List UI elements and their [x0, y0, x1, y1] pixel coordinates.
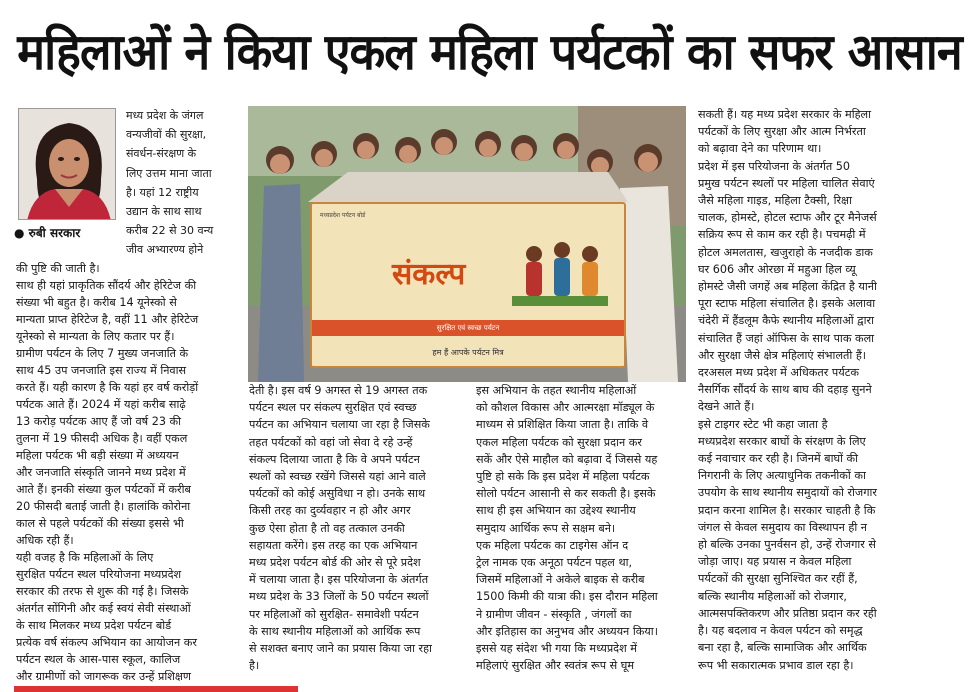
text-line: मान्यता प्राप्त हेरिटेज है, वहीं 11 और हेरिटेज [16, 313, 199, 326]
text-line: 20 फीसदी बताई जाती है। हालांकि कोरोना [16, 500, 191, 513]
campaign-photo [248, 106, 686, 382]
text-line: अधिक रही हैं। [16, 534, 74, 547]
text-line: पर्यटन का अभियान चलाया जा रहा है जिसके [249, 418, 430, 432]
text-line: करते हैं। यही कारण है कि यहां हर वर्ष करोड़ों [16, 381, 199, 394]
text-line: संवर्धन-संरक्षण के [126, 147, 197, 161]
text-line: है। [249, 659, 260, 673]
text-line: देखने आते हैं। [698, 400, 755, 414]
text-line: 13 करोड़ पर्यटक आए हैं जो वर्ष 23 की [16, 415, 181, 428]
text-line: और जनजाति संस्कृति जानने मध्य प्रदेश में [16, 466, 186, 479]
text-line: है। यहां 12 राष्ट्रीय [126, 185, 199, 199]
text-line: एक महिला पर्यटक का टाइगेस ऑन द [476, 538, 629, 552]
banner-strip: सुरक्षित एवं स्वच्छ पर्यटन [312, 320, 624, 336]
text-line: पर्यटकों की सुरक्षा सुनिश्चित कर रहीं हैं, [698, 572, 858, 586]
text-line: 1500 किमी की यात्रा की। इस दौरान महिला [476, 590, 658, 604]
text-line: वन्यजीवों की सुरक्षा, [126, 128, 207, 142]
text-line: कई नवाचार कर रही है। जिनमें बाघों की [698, 452, 859, 466]
column-4 [698, 106, 924, 674]
text-line: यही वजह है कि महिलाओं के लिए [16, 551, 154, 564]
text-line: जंगल से केवल समुदाय का विस्थापन ही न [698, 520, 868, 534]
text-line: इस अभियान के तहत स्थानीय महिलाओं [476, 384, 637, 397]
text-line: को कौशल विकास और आत्मरक्षा मॉड्यूल के [476, 401, 655, 415]
banner-footer: हम हैं आपके पर्यटन मित्र [432, 348, 504, 357]
text-line: जैसे महिला गाइड, महिला टैक्सी, रिक्षा [698, 194, 852, 208]
text-line: पर्यटन स्थल के आस-पास स्कूल, कालिज [16, 653, 181, 666]
text-line: माध्यम से प्रशिक्षित किया जाता है। ताकि वे [476, 418, 649, 432]
text-line: यूनेस्को से मान्यता के लिए कतार पर हैं। [16, 330, 175, 343]
text-line: और सुरक्षा जैसे क्षेत्र महिलाएं संभालती हैं। [698, 348, 867, 362]
text-line: मध्य प्रदेश के 33 जिलों के 50 पर्यटन स्थलों [249, 590, 429, 604]
author-photo [18, 108, 116, 220]
text-line: होटल अमलतास, खजुराहो के नजदीक डाक [698, 245, 873, 259]
text-line: सरकार की तरफ से शुरू की गई है। जिसके [16, 585, 189, 598]
text-line: पुष्टि हो सके कि इस प्रदेश में महिला पर्यटक [476, 470, 650, 484]
text-line: पर्यटकों को कोई असुविधा न हो। उनके साथ [249, 487, 426, 501]
headline: महिलाओं ने किया एकल महिला पर्यटकों का सफर आसान [17, 23, 962, 81]
text-line: सकती हैं। यह मध्य प्रदेश सरकार के महिला [698, 108, 872, 121]
text-line: चंदेरी में हैंडलूम कैफे स्थानीय महिलाओं द्वारा [698, 314, 874, 328]
text-line: देती है। इस वर्ष 9 अगस्त से 19 अगस्त तक [249, 384, 428, 397]
text-line: मध्यप्रदेश सरकार बाघों के संरक्षण के लिए [698, 434, 866, 448]
women-illustration-icon [504, 234, 614, 314]
text-line: सक्रिय रूप से काम कर रही है। पचमढ़ी में [698, 228, 866, 242]
text-line: पर्यटकों के लिए सुरक्षा और आत्म निर्भरता [698, 125, 866, 139]
text-line: नैसर्गिक सौंदर्य के साथ बाघ की दहाड़ सुनने [698, 383, 872, 397]
column-1-top [126, 106, 232, 260]
text-line: में चलाया जाता है। इस परियोजना के अंतर्गत [249, 573, 429, 587]
text-line: प्रत्येक वर्ष संकल्प अभियान का आयोजन कर [16, 636, 197, 649]
text-line: बना रहा है, बल्कि सामाजिक और आर्थिक [698, 641, 867, 655]
text-line: जीव अभ्यारण्य होने [126, 243, 204, 257]
text-line: लिए उत्तम माना जाता [126, 166, 212, 180]
text-line: होमस्टे जैसी जगहें अब महिला केंद्रित है यानी [698, 280, 877, 294]
text-line: बल्कि स्थानीय महिलाओं को रोजगार, [698, 589, 847, 603]
text-line: महिला पर्यटक भी बड़ी संख्या में अध्ययन [16, 449, 179, 462]
text-line: आते हैं। इनकी संख्या कुल पर्यटकों में करीब [16, 483, 191, 496]
text-line: तहत पर्यटकों को वहां जो सेवा दे रहे उन्हें [249, 435, 413, 449]
text-line: साथ 45 उप जनजाति इस राज्य में निवास [16, 364, 187, 377]
text-line: उद्यान के साथ साथ [126, 205, 202, 219]
column-1 [16, 260, 234, 684]
text-line: एकल महिला पर्यटक को सुरक्षा प्रदान कर [476, 435, 642, 449]
text-line: जिसमें महिलाओं ने अकेले बाइक से करीब [476, 573, 645, 587]
author-portrait-icon [19, 109, 116, 220]
text-line: ग्रामीण पर्यटन के लिए 7 मुख्य जनजाति के [16, 347, 189, 360]
text-line: पर्यटन स्थल पर संकल्प सुरक्षित एवं स्वच्छ [249, 401, 417, 415]
text-line: रूप भी सकारात्मक प्रभाव डाल रहा है। [698, 658, 854, 672]
text-line: समुदाय आर्थिक रूप से सक्षम बने। [476, 521, 616, 535]
text-line: हो बल्कि उनका पुनर्वसन हो, उन्हें रोजगार से [698, 538, 876, 552]
text-line: अंतर्गत सोंगिनी और कई स्वयं सेवी संस्थाओं [16, 602, 191, 615]
byline: ● रुबी सरकार [14, 226, 81, 240]
text-line: पर्यटक आते हैं। 2024 में यहां करीब साढ़े [16, 398, 186, 411]
text-line: निगरानी के लिए अत्याधुनिक तकनीकों का [698, 469, 866, 483]
text-line: प्रदान करना शामिल है। सरकार चाहती है कि [698, 503, 876, 517]
column-2 [249, 382, 471, 674]
text-line: के साथ स्थानीय महिलाओं को आर्थिक रूप [249, 624, 421, 638]
text-line: ने ग्रामीण जीवन - संस्कृति , जंगलों का [476, 607, 632, 621]
byline-name: रुबी सरकार [28, 226, 81, 240]
text-line: और ग्रामीणों को जागरूक कर उन्हें प्रशिक्षण [16, 670, 191, 683]
text-line: इससे यह संदेश भी गया कि मध्यप्रदेश में [476, 642, 637, 656]
text-line: संख्या भी बहुत है। करीब 14 यूनेस्को से [16, 296, 177, 309]
text-line: संचालित हैं जहां ऑफिस के साथ पाक कला [698, 331, 875, 345]
sankalp-banner [310, 202, 626, 368]
text-line: है। यह बदलाव न केवल पर्यटन को समृद्ध [698, 624, 863, 638]
text-line: प्रमुख पर्यटन स्थलों पर महिला चालित सेवाएं [698, 176, 875, 190]
banner-subtitle: मध्यप्रदेश पर्यटन बोर्ड [320, 212, 366, 219]
text-line: मध्य प्रदेश के जंगल [126, 109, 204, 122]
text-line: स्थलों को स्वच्छ रखेंगे जिससे यहां आने वाले [249, 470, 426, 484]
text-line: किसी तरह का दुर्व्यवहार न हो और अगर [249, 504, 411, 518]
text-line: काल से पहले पर्यटकों की संख्या इससे भी [16, 517, 184, 530]
text-line: साथ ही यहां प्राकृतिक सौंदर्य और हेरिटेज की [16, 279, 197, 292]
text-line: के साथ मिलकर मध्य प्रदेश पर्यटन बोर्ड [16, 619, 172, 632]
text-line: और इतिहास का अनुभव और अध्ययन किया। [476, 624, 658, 638]
text-line: पर महिलाओं को सुरक्षित- समावेशी पर्यटन [249, 607, 419, 621]
text-line: साथ ही इस अभियान का उद्देश्य स्थानीय [476, 504, 636, 518]
text-line: उपयोग के साथ स्थानीय समुदायों को रोजगार [698, 486, 877, 500]
text-line: से सशक्त बनाए जाने का प्रयास किया जा रहा [249, 642, 432, 656]
text-line: दरअसल मध्य प्रदेश में अधिकतर पर्यटक [698, 366, 859, 380]
text-line: चालक, होमस्टे, होटल स्टाफ और टूर मैनेजर्स [698, 211, 877, 225]
column-3 [476, 382, 688, 674]
text-line: सकें और ऐसे माहौल को बढ़ावा दें जिससे यह [476, 452, 658, 466]
text-line: ट्रेल नामक एक अनूठा पर्यटन पहल था, [476, 556, 633, 570]
text-line: मध्य प्रदेश पर्यटन बोर्ड की ओर से पूरे प्रदेश [249, 556, 421, 570]
text-line: सहायता करेंगे। इस तरह का एक अभियान [249, 538, 418, 552]
text-line: इसे टाइगर स्टेट भी कहा जाता है [698, 417, 828, 431]
text-line: की पुष्टि की जाती है। [16, 262, 100, 275]
banner-title: संकल्प [392, 257, 466, 292]
text-line: संकल्प दिलाया जाता है कि वे अपने पर्यटन [249, 452, 420, 466]
text-line: जोड़ा जाए। यह प्रयास न केवल महिला [698, 555, 852, 569]
text-line: पूरा स्टाफ महिला संचालित है। इसके अलावा [698, 297, 876, 311]
text-line: सोलो पर्यटन आसानी से कर सकती है। इसके [476, 487, 656, 501]
text-line: को बढ़ावा देने का परिणाम था। [698, 142, 822, 156]
bottom-accent-bar [14, 686, 298, 692]
text-line: कुछ ऐसा होता है तो वह तत्काल उनकी [249, 521, 405, 535]
text-line: घर 606 और ओरछा में महुआ हिल व्यू [698, 262, 856, 276]
text-line: प्रदेश में इस परियोजना के अंतर्गत 50 [698, 159, 851, 173]
text-line: सुरक्षित पर्यटन स्थल परियोजना मध्यप्रदेश [16, 568, 182, 581]
text-line: आत्मसपक्तिकरण और प्रतिष्ठा प्रदान कर रही [698, 606, 877, 620]
text-line: करीब 22 से 30 वन्य [126, 224, 214, 238]
text-line: महिलाएं सुरक्षित और स्वतंत्र रूप से घूम [476, 659, 635, 673]
text-line: तुलना में 19 फीसदी अधिक है। वहीं एकल [16, 432, 188, 445]
